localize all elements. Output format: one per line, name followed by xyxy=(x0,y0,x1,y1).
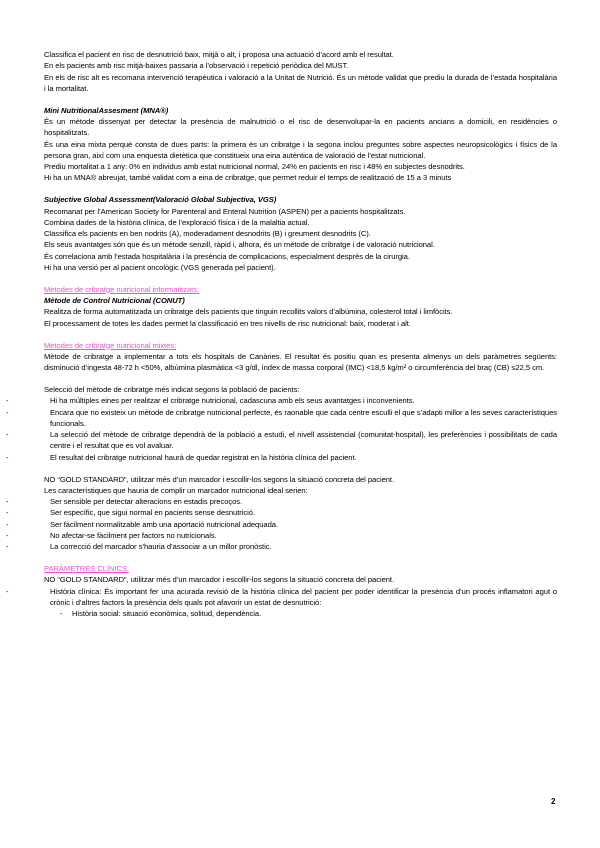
selection-list xyxy=(44,395,557,463)
paragraph: Selecció del mètode de cribratge més indicat segons la població de pacients: xyxy=(44,384,300,394)
list-item: - No afectar-se fàcilment per factors no nutricionals. xyxy=(44,530,557,541)
page-content xyxy=(44,49,557,620)
heading-parametres-clinics: PARÀMETRES CLÍNICS: xyxy=(44,564,129,574)
sub-list xyxy=(50,608,557,619)
list-item: - La correcció del marcador s’hauria d’associar a un millor pronòstic. xyxy=(44,541,557,552)
paragraph: NO “GOLD STANDARD”, utilitzar més d’un marcador i escollir-los segons la situació concreta del pacient. xyxy=(44,474,395,484)
paragraph: En els de risc alt es recomana intervenció terapèutica i valoració a la Unitat de Nutrició. És un mètode validat que prediu la durada de l’estada hospitalària i la mortalitat. xyxy=(44,72,557,93)
paragraph: Combina dades de la història clínica, de l’exploració física i de la malaltia actual. xyxy=(44,217,310,227)
list-item: - Hi ha múltiples eines per realitzar el cribratge nutricional, cadascuna amb els seus avantatges i inconvenients. xyxy=(44,395,557,406)
marker-list xyxy=(44,496,557,552)
list-item: - Encara que no existeix un mètode de cribratge nutricional perfecte, és raonable que cada centre esculli el que s’adapti millor a les seves característiques funcionals. xyxy=(44,407,557,430)
paragraph: Mètode de cribratge a implementar a tots els hospitals de Canàries. El resultat és positiu quan es presenta almenys un dels paràmetres següents: disminució d’ingesta 48-72 h <50%, albúmina plasmàtica <3 g/dl, índex de massa corporal (IMC) <18,5 kg/m² o circumferència del braç (CB) ≤22,5 cm. xyxy=(44,351,557,373)
subtitle-conut: Mètode de Control Nutricional (CONUT) xyxy=(44,296,185,306)
paragraph: Prediu mortalitat a 1 any: 0% en individus amb estat nutricional normal, 24% en pacients en risc i 48% en subjectes desnodrits. xyxy=(44,162,465,172)
sub-list-item: - Història social: situació econòmica, solitud, dependència. xyxy=(72,608,557,619)
paragraph: Realitza de forma automatitzada un cribratge dels pacients que tinguin recollits valors d’albúmina, colesterol total i limfòcits. xyxy=(44,307,453,317)
paragraph: És una eina mixta perquè consta de dues parts: la primera és un cribratge i la segona inclou preguntes sobre aspectes neuropsicològics i físics de la persona gran, així com una enquesta dietètica que constitueix una eina autèntica de valoració de l’estat nutricional. xyxy=(44,139,557,160)
paragraph: Classifica els pacients en ben nodrits (A), moderadament desnodrits (B) i greument desnodrits (C). xyxy=(44,229,371,239)
paragraph: Les característiques que hauria de complir un marcador nutricional ideal serien: xyxy=(44,485,308,495)
heading-informatitzats: Mètodes de cribratge nutricional informatitzats: xyxy=(44,284,200,294)
clinics-list xyxy=(44,586,557,620)
section-title-vgs: Subjective Global Assessment(Valoració Global Subjectiva, VGS) xyxy=(44,195,277,205)
list-item-text: Història clínica: És important fer una acurada revisió de la història clínica del pacient per poder identificar la presència d’un procés inflamatori agut o crònic i d’altres factors la presència dels quals pot afavorir un estat de desnutrició: xyxy=(50,586,557,607)
paragraph: NO “GOLD STANDARD”, utilitzar més d’un marcador i escollir-los segons la situació concreta del pacient. xyxy=(44,575,395,585)
list-item: - Ser específic, que sigui normal en pacients sense desnutrició. xyxy=(44,507,557,518)
list-item: - Ser fàcilment normalitzable amb una aportació nutricional adequada. xyxy=(44,519,557,530)
section-title-mna: Mini NutritionalAssesment (MNA®) xyxy=(44,105,169,115)
paragraph: És correlaciona amb l’estada hospitalària i la presència de complicacions, especialment després de la cirurgia. xyxy=(44,251,410,261)
list-item: - Ser sensible per detectar alteracions en estadis precoços. xyxy=(44,496,557,507)
paragraph: En els pacients amb risc mitjà-baixes passaria a l’observació i repetició periòdica del MUST. xyxy=(44,61,349,71)
paragraph: Els seus avantatges són que és un mètode senzill, ràpid i, alhora, és un mètode de cribratge i de valoració nutricional. xyxy=(44,240,435,250)
paragraph: És un mètode dissenyat per detectar la presència de malnutrició o el risc de desenvolupar-la en pacients ancians a domicili, en residències o hospitalitzats. xyxy=(44,116,557,138)
heading-mixtes: Mètodes de cribratge nutricional mixtes: xyxy=(44,340,177,350)
paragraph: El processament de totes les dades permet la classificació en tres nivells de risc nutricional: baix, moderat i alt. xyxy=(44,318,411,328)
list-item: - La selecció del mètode de cribratge dependrà de la població a estudi, el nivell assistencial (comunitat-hospital), les preferències i possibilitats de cada centre i el resultat que es vol avaluar. xyxy=(44,429,557,452)
list-item xyxy=(44,586,557,620)
paragraph: Recomanat per l’American Society for Parenteral and Enteral Nutrition (ASPEN) per a pacients hospitalitzats. xyxy=(44,206,406,216)
paragraph: Classifica el pacient en risc de desnutrició baix, mitjà o alt, i proposa una actuació d’acord amb el resultat. xyxy=(44,50,394,59)
paragraph: Hi ha un MNA® abreujat, també validat com a eina de cribratge, que permet reduir el temps de realització de 15 a 3 minuts xyxy=(44,173,452,183)
page-number: 2 xyxy=(551,797,556,806)
list-item: - El resultat del cribratge nutricional haurà de quedar registrat en la història clínica del pacient. xyxy=(44,452,557,463)
paragraph: Hi ha una versió per al pacient oncològic (VGS generada pel pacient). xyxy=(44,263,276,273)
